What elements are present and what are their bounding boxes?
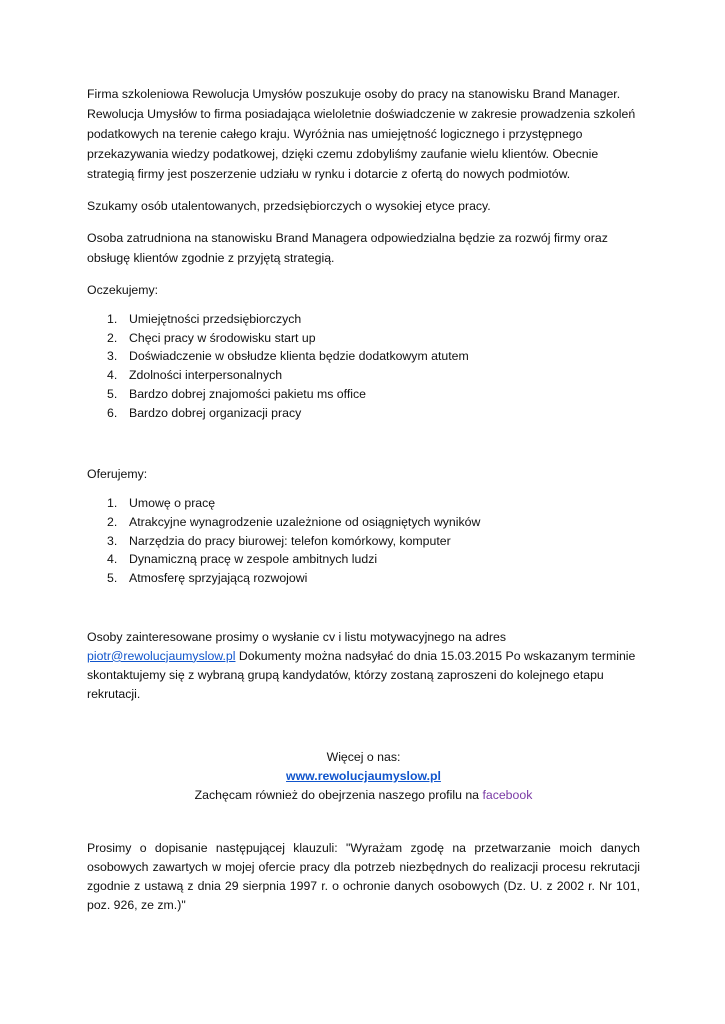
list-item xyxy=(87,532,640,551)
list-number: 5. xyxy=(107,386,118,401)
list-text: Narzędzia do pracy biurowej: telefon komórkowy, komputer xyxy=(129,533,451,548)
contact-suffix: Dokumenty można nadsyłać do dnia 15.03.2015 Po wskazanym terminie skontaktujemy się z wybraną grupą kandydatów, którzy zostaną zaproszeni do kolejnego etapu rekrutacji. xyxy=(87,648,636,701)
more-label: Więcej o nas: xyxy=(326,749,401,764)
list-text: Atmosferę sprzyjającą rozwojowi xyxy=(129,571,308,586)
facebook-link[interactable]: facebook xyxy=(482,787,533,802)
expect-list xyxy=(87,310,640,422)
list-number: 5. xyxy=(107,571,118,586)
intro-paragraph: Firma szkoleniowa Rewolucja Umysłów poszukuje osoby do pracy na stanowisku Brand Manager. Rewolucja Umysłów to firma posiadająca wieloletnie doświadczenie w zakresie prowadzenia szkoleń podatkowych na terenie całego kraju. Wyróżnia nas umiejętność logicznego i przystępnego przekazywania wiedzy podatkowej, dzięki czemu zdobyliśmy zaufanie wielu klientów. Obecnie strategią firmy jest poszerzenie udziału w rynku i dotarcie z ofertą do nowych podmiotów. xyxy=(87,87,636,181)
spacer xyxy=(87,422,640,462)
list-number: 1. xyxy=(107,496,118,511)
list-item xyxy=(87,347,640,366)
list-text: Umiejętności przedsiębiorczych xyxy=(129,312,302,326)
list-text: Atrakcyjne wynagrodzenie uzależnione od osiągniętych wyników xyxy=(129,514,481,529)
list-text: Zdolności interpersonalnych xyxy=(129,368,283,383)
consent-clause: Prosimy o dopisanie następującej klauzuli: "Wyrażam zgodę na przetwarzanie moich danych osobowych zawartych w mojej ofercie pracy dla potrzeb niezbędnych do realizacji procesu rekrutacji zgodnie z ustawą z dnia 29 sierpnia 1997 r. o ochronie danych osobowych (Dz. U. z 2002 r. Nr 101, poz. 926, ze zm.)" xyxy=(87,840,640,912)
list-number: 3. xyxy=(107,533,118,548)
list-item xyxy=(87,494,640,513)
profile-text: Zachęcam również do obejrzenia naszego profilu na xyxy=(194,787,480,802)
list-number: 6. xyxy=(107,405,118,420)
spacer xyxy=(87,588,640,628)
list-item xyxy=(87,569,640,588)
list-number: 2. xyxy=(107,514,118,529)
more-about-us-block xyxy=(87,748,640,805)
list-number: 2. xyxy=(107,330,118,345)
expect-heading: Oczekujemy: xyxy=(87,283,159,297)
offer-heading: Oferujemy: xyxy=(87,467,148,482)
list-item xyxy=(87,385,640,404)
email-link[interactable]: piotr@rewolucjaumyslow.pl xyxy=(87,648,236,663)
list-number: 1. xyxy=(107,312,118,326)
list-text: Chęci pracy w środowisku start up xyxy=(129,330,316,345)
list-item xyxy=(87,329,640,348)
spacer xyxy=(87,805,640,839)
list-text: Umowę o pracę xyxy=(129,496,216,511)
list-item xyxy=(87,366,640,385)
contact-prefix: Osoby zainteresowane prosimy o wysłanie cv i listu motywacyjnego na adres xyxy=(87,629,506,644)
list-number: 4. xyxy=(107,552,118,567)
list-text: Bardzo dobrej znajomości pakietu ms office xyxy=(129,386,366,401)
role-paragraph: Osoba zatrudniona na stanowisku Brand Managera odpowiedzialna będzie za rozwój firmy oraz obsługę klientów zgodnie z przyjętą strategią. xyxy=(87,231,608,265)
list-item xyxy=(87,310,640,329)
list-text: Bardzo dobrej organizacji pracy xyxy=(129,405,302,420)
spacer xyxy=(87,704,640,748)
seeking-paragraph: Szukamy osób utalentowanych, przedsiębiorczych o wysokiej etyce pracy. xyxy=(87,199,491,213)
list-text: Dynamiczną pracę w zespole ambitnych ludzi xyxy=(129,552,378,567)
list-number: 4. xyxy=(107,368,118,383)
list-item xyxy=(87,513,640,532)
list-text: Doświadczenie w obsłudze klienta będzie dodatkowym atutem xyxy=(129,349,469,364)
list-item xyxy=(87,404,640,423)
offer-list xyxy=(87,494,640,588)
list-number: 3. xyxy=(107,349,118,364)
contact-paragraph xyxy=(87,628,640,704)
document-body xyxy=(87,84,640,915)
website-link[interactable]: www.rewolucjaumyslow.pl xyxy=(286,768,441,783)
list-item xyxy=(87,550,640,569)
